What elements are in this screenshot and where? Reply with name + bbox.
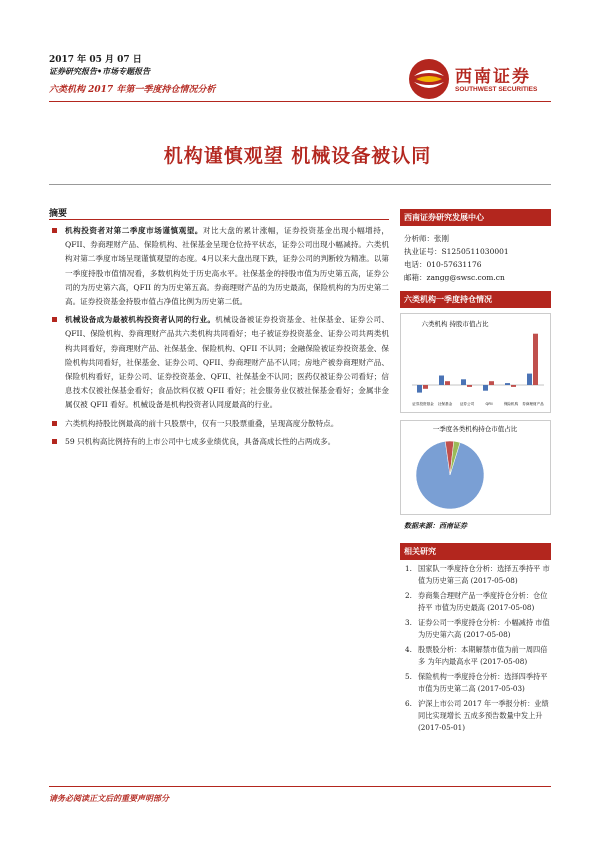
holdings-bar-chart (400, 313, 551, 413)
related-item-text[interactable]: 国家队一季度持仓分析：选择五季持平 市值为历史第三高 (2017-05-08) (418, 564, 550, 585)
related-item-text[interactable]: 沪深上市公司 2017 年一季报分析：业绩同比实现增长 五成多预告数量中发上升 (2017-05-01) (418, 699, 549, 732)
chart-source: 数据来源：西南证券 (404, 521, 467, 530)
analyst-name: 分析师：张刚 (404, 234, 449, 243)
analyst-heading: 西南证券研究发展中心 (400, 209, 551, 226)
page-title: 机构谨慎观望 机械设备被认同 (163, 145, 432, 167)
bullet-icon (52, 439, 57, 444)
abstract-item-text: 59 只机构高比例持有的上市公司中七成多业绩优良，具备高成长性的占两成多。 (65, 436, 336, 446)
bar (467, 385, 472, 387)
footer-disclaimer: 请务必阅读正文后的重要声明部分 (49, 793, 169, 803)
logo-text-cn: 西南证券 (455, 67, 531, 87)
analyst-email[interactable]: 邮箱：zangg@swsc.com.cn (404, 273, 505, 282)
company-logo (408, 58, 553, 102)
abstract-item (49, 224, 389, 309)
bullet-icon (52, 421, 57, 426)
bar-category-label: 证券投资基金 (412, 402, 434, 406)
bar (483, 385, 488, 391)
bar (423, 385, 428, 389)
abstract-item (49, 417, 389, 431)
related-item[interactable]: 1. 国家队一季度持仓分析：选择五季持平 市值为历史第三高 (2017-05-08) (405, 564, 550, 585)
bar-category-label: 保险机构 (503, 402, 519, 406)
abstract-list (49, 224, 389, 453)
related-box (400, 543, 551, 560)
bar (461, 379, 466, 385)
pie-chart-title: 一季度各类机构持仓市值占比 (432, 425, 518, 433)
related-item-text[interactable]: 证券公司一季度持仓分析：小幅减持 市值为历史第六高 (2017-05-08) (418, 618, 550, 639)
bar-category-label: 社保基金 (437, 402, 453, 406)
abstract-item-text: 机械设备被证券投资基金、社保基金、证券公司、QFII、保险机构、券商理财产品共六类机构共同看好；电子被证券投资基金、证券公司共两类机构共同看好，券商理财产品、社保基金、保险机构、QFII 不认同；金融保险被证券投资基金、保险机构共同看好，社保基金、证券公司、QFII、券商理财产品不认同；房地产被券商理财产品、保险机构看好，证券公司、证券投资基金、QFII、社保基金不认同；医药仅被证券公司看好；信息技术仅被社保基金看好；食品饮料仅被 QFII 看好；社会服务业仅被社保基金看好；金属非金属仅被 QFII 看好。机械设备是机构投资者认同度最高的行业。 (65, 315, 390, 410)
abstract-heading: 摘要 (49, 209, 68, 219)
abstract-item-text: 六类机构持股比例最高的前十只股票中，仅有一只股票重叠，呈现高度分散特点。 (65, 418, 339, 428)
bar (505, 383, 510, 385)
related-item-text[interactable]: 券商集合理财产品一季度持仓分析：仓位持平 市值为历史最高 (2017-05-08) (418, 591, 548, 612)
bar-category-label: 券商理财产品 (522, 402, 544, 406)
bar (439, 376, 444, 386)
bar-chart-title: 六类机构 持股市值占比 (421, 320, 489, 328)
logo-text-en: SOUTHWEST SECURITIES (455, 86, 538, 93)
abstract-divider (49, 219, 389, 220)
bullet-icon (52, 228, 57, 233)
report-date: 2017 年 05 月 07 日 (49, 55, 142, 65)
bar (489, 381, 494, 385)
related-item-text[interactable]: 保险机构一季度持仓分析：选择四季持平 市值为历史第二高 (2017-05-03) (418, 672, 548, 693)
report-subtitle: 六类机构 2017 年第一季度持仓情况分析 (49, 85, 216, 95)
abstract-item (49, 435, 389, 449)
related-list (400, 563, 551, 737)
related-item[interactable]: 2. 券商集合理财产品一季度持仓分析：仓位持平 市值为历史最高 (2017-05-08) (405, 591, 548, 612)
holdings-pie-chart (400, 420, 551, 515)
related-item-text[interactable]: 股票股分析：本期解禁市值为前一周四倍多 为年内最高水平 (2017-05-08) (418, 645, 548, 666)
bar (527, 374, 532, 385)
related-item[interactable]: 3. 证券公司一季度持仓分析：小幅减持 市值为历史第六高 (2017-05-08) (405, 618, 550, 639)
chart-section-heading: 六类机构一季度持仓情况 (400, 291, 551, 308)
bullet-icon (52, 317, 57, 322)
bar (417, 385, 422, 393)
logo-mark-icon (408, 58, 450, 100)
related-heading: 相关研究 (400, 543, 551, 560)
analyst-license: 执业证号：S1250511030001 (404, 247, 509, 256)
related-item[interactable]: 4. 股票股分析：本期解禁市值为前一周四倍多 为年内最高水平 (2017-05-08) (405, 645, 548, 666)
abstract-item-text: 对比大盘的累计涨幅，证券投资基金出现小幅增持，QFII、券商理财产品、保险机构、社保基金呈现仓位持平状态，证券公司出现小幅减持。六类机构对第二季度市场呈现谨慎观望的态度。4月以来大盘出现下跌，证券公司的判断较为精准。以第一季度持股市值情况看，多数机构处于历史高水平。社保基金的持股市值为历史第五高，证券公司的为历史第六高，QFII 的为历史第五高。券商理财产品的为历史最高，保险机构的为历史第二高。证券投资基金持股市值占净值比例为历史第二低。 (65, 226, 389, 307)
related-item[interactable]: 6. 沪深上市公司 2017 年一季报分析：业绩同比实现增长 五成多预告数量中发上升 (2017-05-01) (405, 699, 549, 732)
abstract-item (49, 313, 389, 412)
abstract-item-lead: 机械设备成为最被机构投资者认同的行业。 (65, 315, 216, 325)
footer-divider (49, 786, 551, 787)
report-series: 证券研究报告•市场专题报告 (49, 66, 151, 76)
abstract-item-lead: 机构投资者对第二季度市场谨慎观望。 (65, 226, 203, 235)
related-item[interactable]: 5. 保险机构一季度持仓分析：选择四季持平 市值为历史第二高 (2017-05-03) (405, 672, 548, 693)
bar-category-label: 证券公司 (459, 402, 475, 406)
bar (511, 385, 516, 387)
bar (533, 334, 538, 385)
chart-section (400, 291, 551, 308)
bar (445, 381, 450, 385)
analyst-box (400, 209, 551, 284)
title-divider (49, 184, 551, 185)
bar-category-label: QFII (485, 402, 493, 406)
analyst-phone: 电话：010-57631176 (404, 260, 482, 269)
